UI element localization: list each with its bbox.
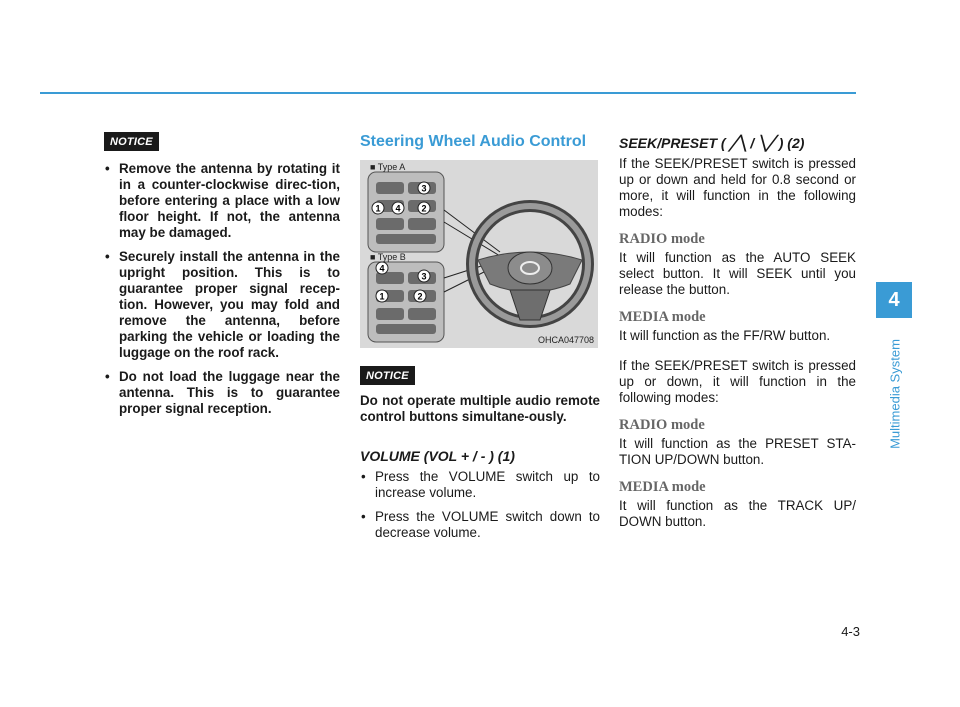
- number-2: 2: [417, 291, 423, 302]
- volume-bullet-list: [360, 469, 600, 541]
- number-4: 4: [395, 203, 401, 214]
- media-mode-heading: MEDIA mode: [619, 309, 706, 325]
- chapter-tab: 4: [876, 282, 912, 318]
- column-2: [360, 132, 600, 549]
- paragraph: It will function as the PRESET STA-TION UP/DOWN button.: [619, 436, 856, 467]
- list-item: • Remove the antenna by rotating it in a counter-clockwise direc-tion, before entering a place with a low floor height. If not, the antenna may be damaged.: [104, 161, 340, 241]
- section-title: Steering Wheel Audio Control: [360, 133, 587, 150]
- media-mode-heading: MEDIA mode: [619, 479, 706, 495]
- paragraph: It will function as the FF/RW button.: [619, 328, 831, 343]
- chapter-label: [870, 330, 920, 458]
- seek-preset-title: SEEK/PRESET ( ╱╲ / ╲╱ ) (2): [619, 135, 805, 151]
- radio-mode-heading: RADIO mode: [619, 417, 705, 433]
- paragraph: If the SEEK/PRESET switch is pressed up or down, it will function in the following modes:: [619, 358, 856, 405]
- figure-code: OHCA047708: [537, 335, 594, 345]
- number-3: 3: [421, 271, 427, 282]
- notice-text: Do not operate multiple audio remote control buttons simultane-ously.: [360, 393, 600, 424]
- chapter-label-text: Multimedia System: [887, 339, 903, 449]
- paragraph: It will function as the TRACK UP/ DOWN button.: [619, 498, 856, 529]
- type-b-label: ■ Type B: [370, 252, 406, 262]
- paragraph: If the SEEK/PRESET switch is pressed up or down and held for 0.8 second or more, it will function in the following modes:: [619, 156, 856, 219]
- number-1: 1: [379, 291, 385, 302]
- volume-title: VOLUME (VOL + / - ) (1): [360, 448, 515, 464]
- type-a-label: ■ Type A: [370, 162, 406, 172]
- notice-bullet-list: [104, 161, 340, 417]
- number-2: 2: [421, 203, 427, 214]
- radio-mode-heading: RADIO mode: [619, 231, 705, 247]
- notice-badge: NOTICE: [104, 132, 159, 151]
- paragraph: It will function as the AUTO SEEK select button. It will SEEK until you release the button.: [619, 250, 856, 297]
- page-number: 4-3: [841, 624, 860, 639]
- list-item: • Press the VOLUME switch up to increase volume.: [360, 469, 600, 501]
- column-3: [619, 132, 856, 530]
- list-item: • Do not load the luggage near the antenna. This is to guarantee proper signal reception.: [104, 369, 340, 417]
- number-3: 3: [421, 183, 427, 194]
- number-4: 4: [379, 263, 385, 274]
- notice-badge: NOTICE: [360, 366, 415, 385]
- number-1: 1: [375, 203, 381, 214]
- list-item: • Press the VOLUME switch down to decrease volume.: [360, 509, 600, 541]
- top-rule: [40, 92, 856, 94]
- list-item: • Securely install the antenna in the upright position. This is to guarantee proper signal recep-tion. However, you may fold and remove the antenna, before parking the vehicle or loading the luggage on the roof rack.: [104, 249, 340, 361]
- steering-wheel-figure: [360, 160, 598, 348]
- column-1: [104, 132, 340, 425]
